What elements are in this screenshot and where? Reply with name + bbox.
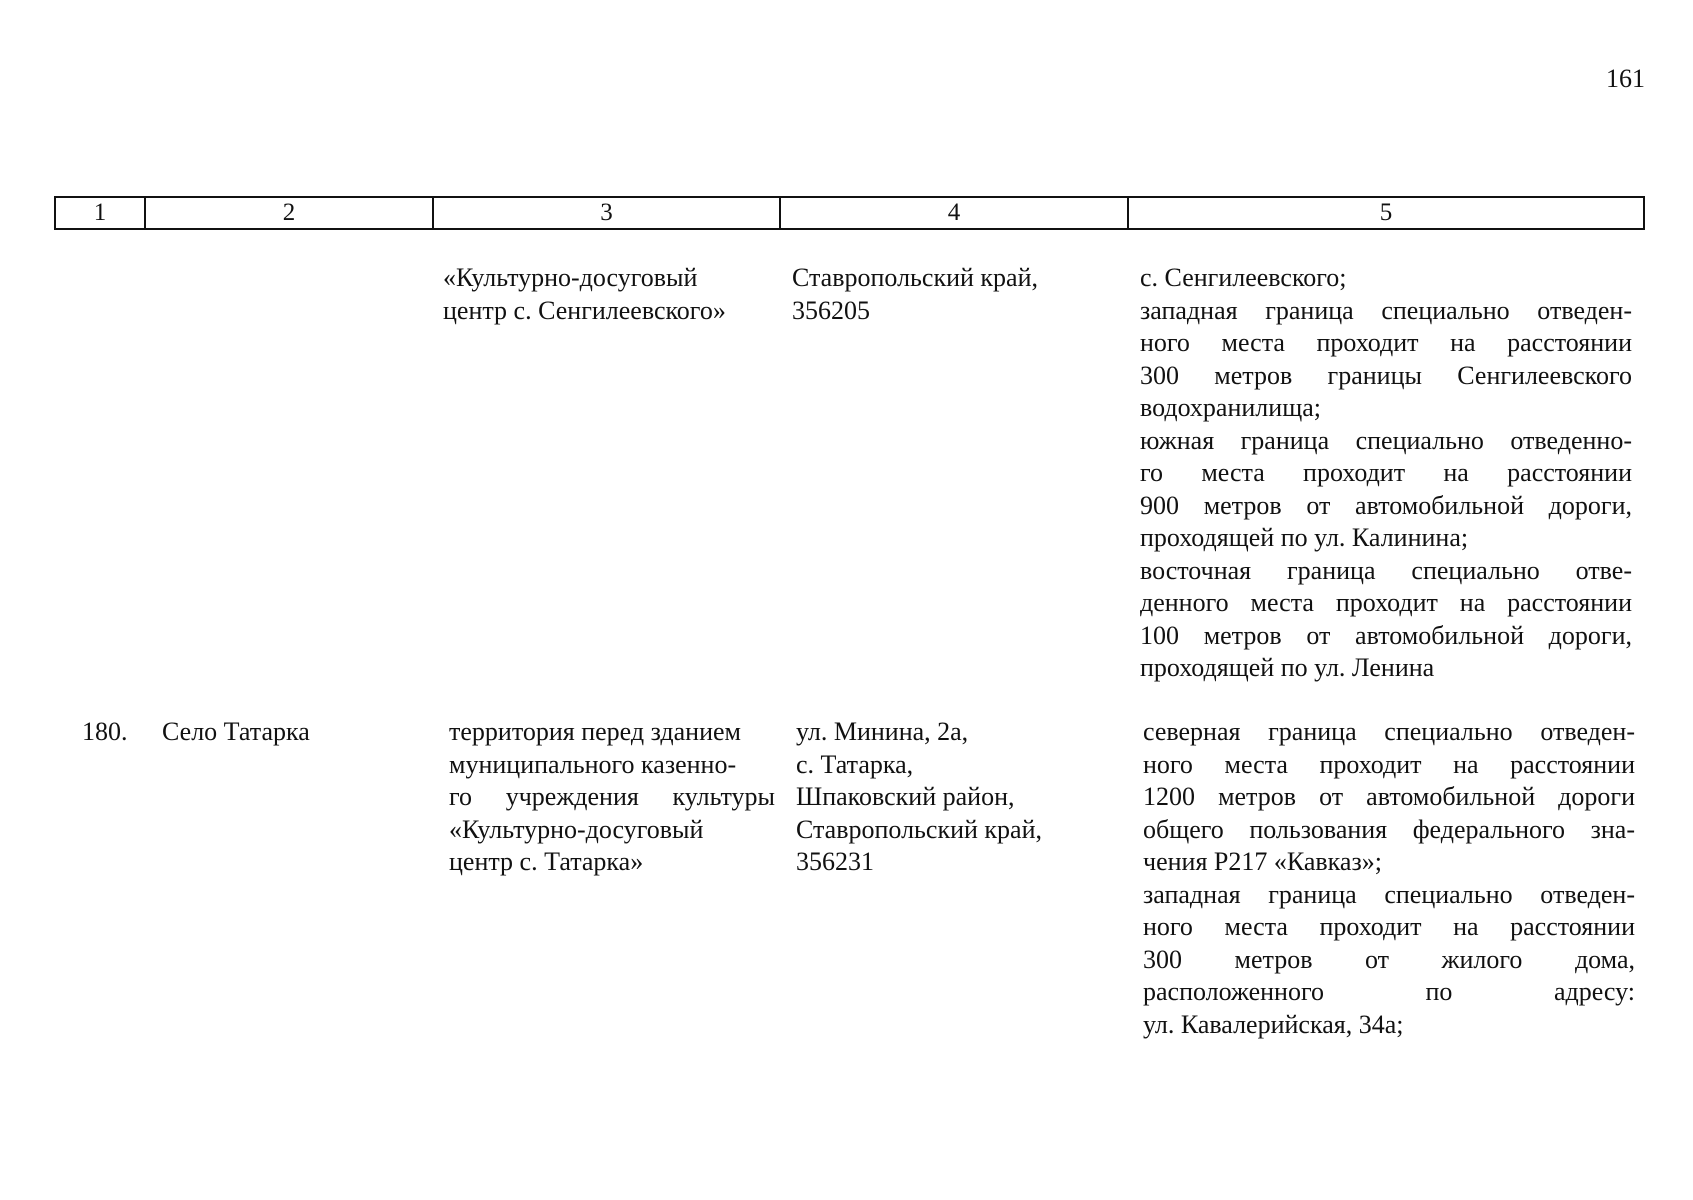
column-header-5: 5 bbox=[1128, 197, 1644, 229]
row-2-address bbox=[796, 716, 1042, 879]
row-2-address-line: ул. Минина, 2а, bbox=[796, 717, 969, 746]
row-2-address-line: с. Татарка, bbox=[796, 749, 914, 779]
boundary-line: 1200 метров от автомобильной дороги bbox=[1143, 782, 1635, 811]
row-2-boundaries bbox=[1143, 716, 1635, 1041]
row-2-place-line: территория перед зданием bbox=[449, 717, 741, 746]
boundary-line: денного места проходит на расстоянии bbox=[1140, 588, 1632, 617]
boundary-line: проходящей по ул. Ленина bbox=[1140, 653, 1435, 682]
row-1-address bbox=[792, 262, 1038, 327]
row-1-place bbox=[443, 262, 726, 327]
row-2-number: 180. bbox=[82, 717, 128, 746]
boundary-line: западная граница специально отведен- bbox=[1143, 879, 1635, 909]
boundary-line: 300 метров от жилого дома, bbox=[1143, 944, 1635, 974]
boundary-line: расположенного по адресу: bbox=[1143, 977, 1635, 1006]
row-1-address-line: 356205 bbox=[792, 295, 870, 325]
boundary-line: водохранилища; bbox=[1140, 393, 1321, 422]
column-header-3: 3 bbox=[433, 197, 780, 229]
row-2-address-line: Ставропольский край, bbox=[796, 814, 1042, 844]
row-2-place-line: го учреждения культуры bbox=[449, 782, 775, 811]
row-1-place-line: «Культурно-досуговый bbox=[443, 263, 698, 292]
row-1-address-line: Ставропольский край, bbox=[792, 263, 1038, 292]
boundary-line: западная граница специально отведен- bbox=[1140, 295, 1632, 325]
row-2-place-line: «Культурно-досуговый bbox=[449, 814, 704, 844]
boundary-line: проходящей по ул. Калинина; bbox=[1140, 523, 1469, 552]
row-2-place bbox=[449, 716, 775, 879]
page-number: 161 bbox=[1606, 64, 1645, 93]
row-1-place-line: центр с. Сенгилеевского» bbox=[443, 295, 726, 325]
boundary-line: северная граница специально отведен- bbox=[1143, 717, 1635, 746]
column-header-2: 2 bbox=[145, 197, 433, 229]
row-2-address-line: 356231 bbox=[796, 847, 874, 876]
boundary-line: го места проходит на расстоянии bbox=[1140, 458, 1632, 487]
boundary-line: ного места проходит на расстоянии bbox=[1140, 328, 1632, 357]
boundary-line: 900 метров от автомобильной дороги, bbox=[1140, 490, 1632, 520]
boundary-line: 300 метров границы Сенгилеевского bbox=[1140, 360, 1632, 390]
column-number-header bbox=[54, 196, 1645, 230]
boundary-line: южная граница специально отведенно- bbox=[1140, 425, 1632, 455]
row-2-place-line: центр с. Татарка» bbox=[449, 847, 644, 876]
row-2-place-line: муниципального казенно- bbox=[449, 749, 737, 779]
column-header-1: 1 bbox=[55, 197, 145, 229]
boundary-line: ного места проходит на расстоянии bbox=[1143, 749, 1635, 779]
row-2-address-line: Шпаковский район, bbox=[796, 782, 1015, 811]
row-1-boundaries bbox=[1140, 262, 1632, 685]
boundary-line: 100 метров от автомобильной дороги, bbox=[1140, 620, 1632, 650]
boundary-line: общего пользования федерального зна- bbox=[1143, 814, 1635, 844]
column-header-4: 4 bbox=[780, 197, 1128, 229]
boundary-line: восточная граница специально отве- bbox=[1140, 555, 1632, 585]
row-2-locality: Село Татарка bbox=[162, 717, 310, 746]
boundary-line: ул. Кавалерийская, 34а; bbox=[1143, 1009, 1404, 1039]
boundary-line: чения Р217 «Кавказ»; bbox=[1143, 847, 1382, 876]
boundary-line: с. Сенгилеевского; bbox=[1140, 263, 1347, 292]
boundary-line: ного места проходит на расстоянии bbox=[1143, 912, 1635, 941]
